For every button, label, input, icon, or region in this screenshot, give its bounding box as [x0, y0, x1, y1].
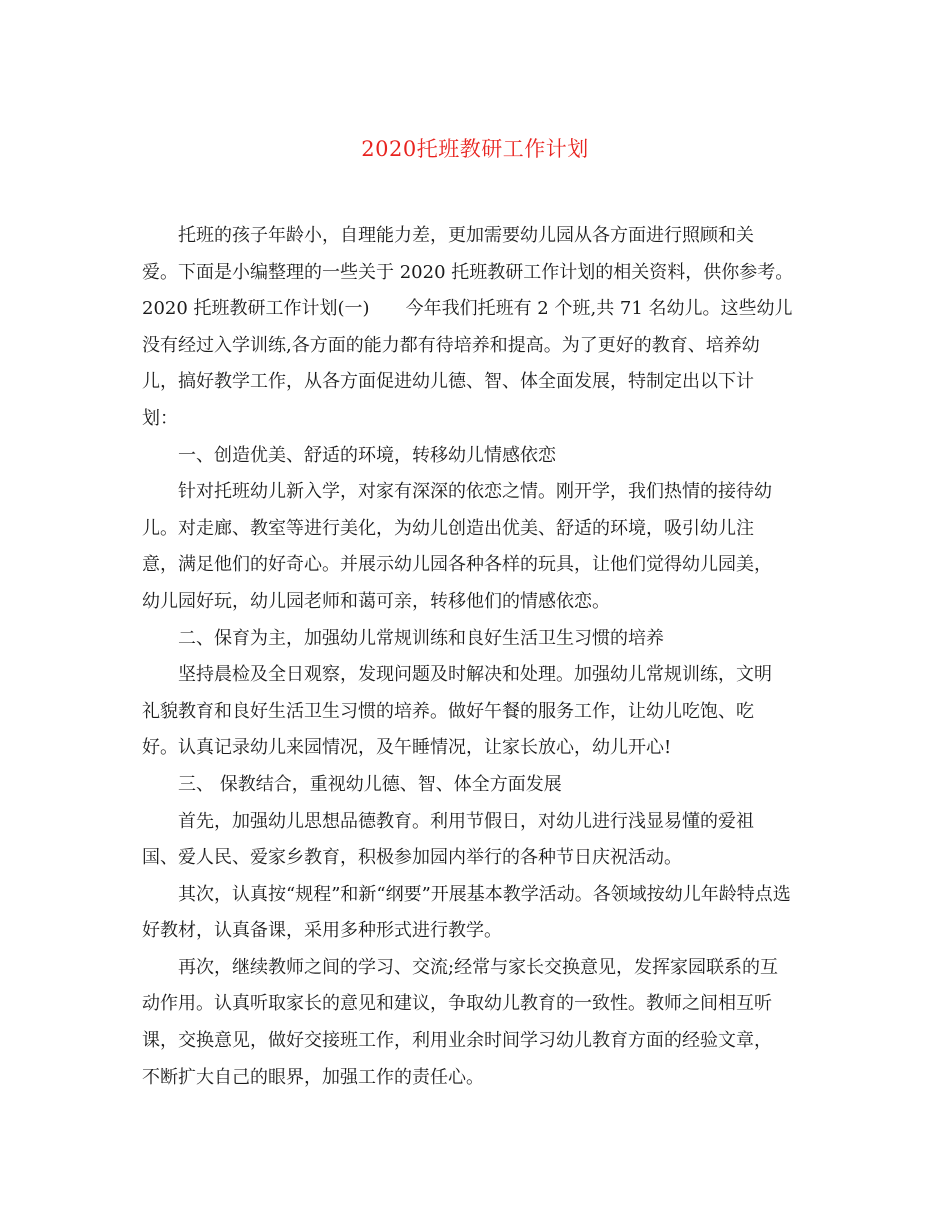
text-line: 首先，加强幼儿思想品德教育。利用节假日，对幼儿进行浅显易懂的爱祖 — [178, 810, 754, 832]
text-line: 其次，认真按“规程”和新“纲要”开展基本教学活动。各领域按幼儿年龄特点选 — [178, 883, 791, 905]
text-line: 儿，搞好教学工作，从各方面促进幼儿德、智、体全面发展，特制定出以下计 — [142, 371, 754, 393]
text-line: 好教材，认真备课，采用多种形式进行教学。 — [142, 920, 502, 942]
text-line: 再次，继续教师之间的学习、交流;经常与家长交换意见，发挥家园联系的互 — [178, 956, 779, 978]
text-line: 不断扩大自己的眼界，加强工作的责任心。 — [142, 1066, 484, 1088]
text-line: 课，交换意见，做好交接班工作，利用业余时间学习幼儿教育方面的经验文章， — [142, 1030, 772, 1052]
text-line: 爱。下面是小编整理的一些关于 2020 托班教研工作计划的相关资料，供你参考。 — [142, 261, 794, 283]
text-line: 儿。对走廊、教室等进行美化，为幼儿创造出优美、舒适的环境，吸引幼儿注 — [142, 517, 754, 539]
text-line: 动作用。认真听取家长的意见和建议，争取幼儿教育的一致性。教师之间相互听 — [142, 993, 772, 1015]
section-heading: 一、创造优美、舒适的环境，转移幼儿情感依恋 — [178, 444, 556, 466]
text-line: 划： — [142, 407, 178, 429]
text-line: 幼儿园好玩，幼儿园老师和蔼可亲，转移他们的情感依恋。 — [142, 590, 610, 612]
page-title: 2020托班教研工作计划 — [361, 137, 589, 161]
text-line: 礼貌教育和良好生活卫生习惯的培养。做好午餐的服务工作，让幼儿吃饱、吃 — [142, 700, 754, 722]
text-line: 没有经过入学训练,各方面的能力都有待培养和提高。为了更好的教育、培养幼 — [142, 334, 760, 356]
text-line: 国、爱人民、爱家乡教育，积极参加园内举行的各种节日庆祝活动。 — [142, 847, 682, 869]
text-line: 好。认真记录幼儿来园情况，及午睡情况，让家长放心，幼儿开心! — [142, 737, 672, 759]
text-line: 2020 托班教研工作计划(一) 今年我们托班有 2 个班,共 71 名幼儿。这些幼儿 — [142, 298, 793, 320]
text-line: 意，满足他们的好奇心。并展示幼儿园各种各样的玩具，让他们觉得幼儿园美， — [142, 554, 772, 576]
section-heading: 二、保育为主，加强幼儿常规训练和良好生活卫生习惯的培养 — [178, 627, 664, 649]
text-line: 托班的孩子年龄小，自理能力差，更加需要幼儿园从各方面进行照顾和关 — [178, 225, 754, 246]
text-line: 坚持晨检及全日观察，发现问题及时解决和处理。加强幼儿常规训练，文明 — [178, 664, 772, 686]
section-heading: 三、 保教结合，重视幼儿德、智、体全方面发展 — [178, 773, 562, 795]
text-line: 针对托班幼儿新入学，对家有深深的依恋之情。刚开学，我们热情的接待幼 — [178, 481, 772, 503]
document-body — [142, 218, 812, 1096]
